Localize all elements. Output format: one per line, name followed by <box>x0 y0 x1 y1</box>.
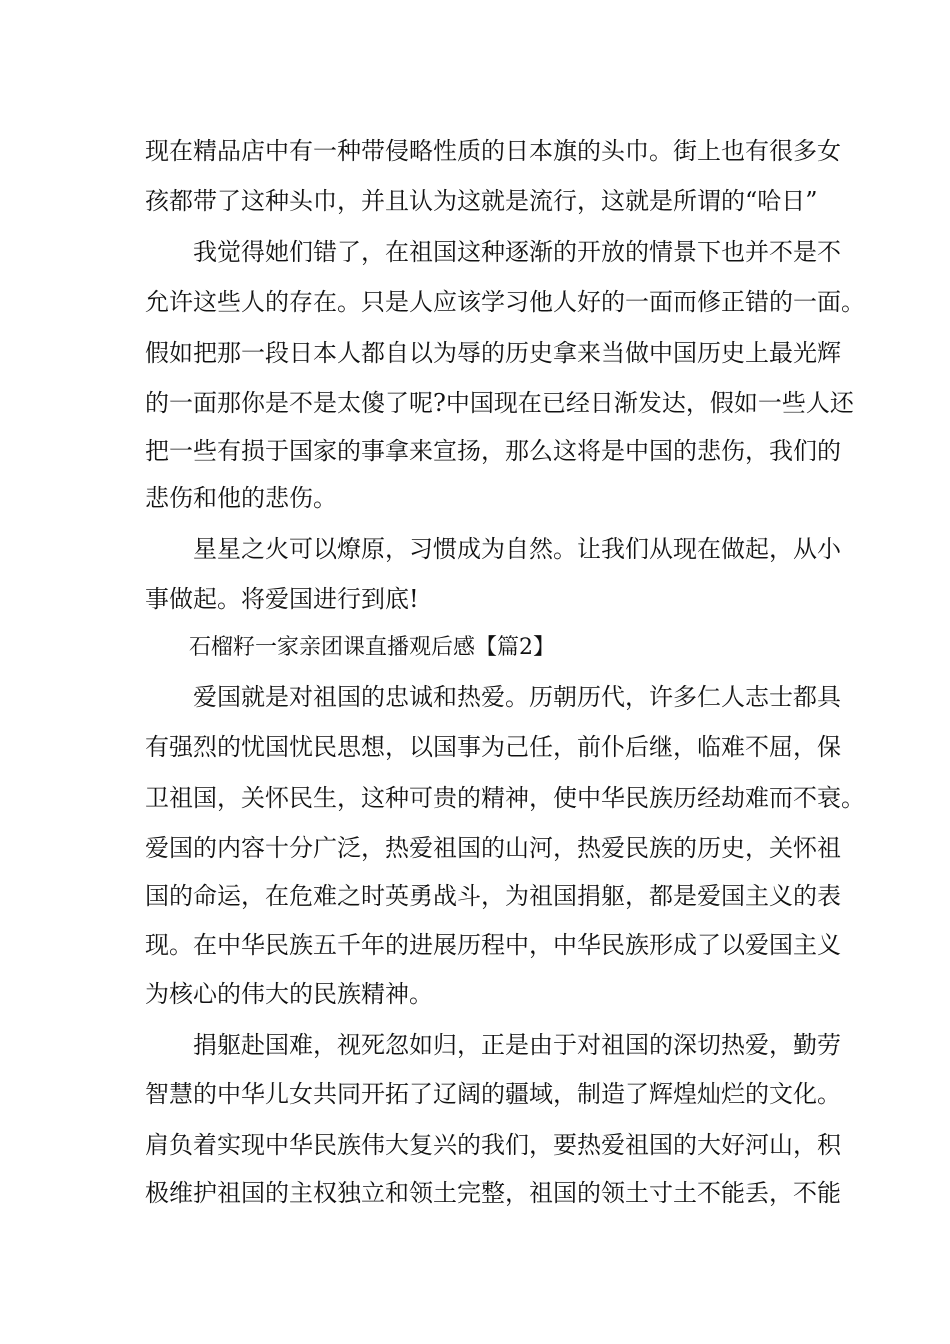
paragraph-line: 我觉得她们错了，在祖国这种逐渐的开放的情景下也并不是不 <box>193 238 841 266</box>
paragraph-line: 现在精品店中有一种带侵略性质的日本旗的头巾。街上也有很多女 <box>145 137 841 165</box>
paragraph-line: 爱国的内容十分广泛，热爱祖国的山河，热爱民族的历史，关怀祖 <box>145 834 841 862</box>
paragraph-line: 事做起。将爱国进行到底! <box>145 585 419 613</box>
paragraph-line: 假如把那一段日本人都自以为辱的历史拿来当做中国历史上最光辉 <box>145 339 841 367</box>
paragraph-line: 智慧的中华儿女共同开拓了辽阔的疆域，制造了辉煌灿烂的文化。 <box>145 1080 841 1108</box>
paragraph-line: 极维护祖国的主权独立和领土完整，祖国的领土寸土不能丢，不能 <box>145 1179 841 1207</box>
paragraph-line: 星星之火可以燎原，习惯成为自然。让我们从现在做起，从小 <box>193 535 841 563</box>
paragraph-line: 孩都带了这种头巾，并且认为这就是流行，这就是所谓的“哈日” <box>145 187 818 215</box>
paragraph-line: 肩负着实现中华民族伟大复兴的我们，要热爱祖国的大好河山，积 <box>145 1131 841 1159</box>
paragraph-line: 捐躯赴国难，视死忽如归，正是由于对祖国的深切热爱，勤劳 <box>193 1031 841 1059</box>
paragraph-line: 爱国就是对祖国的忠诚和热爱。历朝历代，许多仁人志士都具 <box>193 683 841 711</box>
paragraph-line: 把一些有损于国家的事拿来宣扬，那么这将是中国的悲伤，我们的 <box>145 437 841 465</box>
paragraph-line: 卫祖国，关怀民生，这种可贵的精神，使中华民族历经劫难而不衰。 <box>145 784 865 812</box>
paragraph-line: 有强烈的忧国忧民思想，以国事为己任，前仆后继，临难不屈，保 <box>145 733 841 761</box>
paragraph-line: 允许这些人的存在。只是人应该学习他人好的一面而修正错的一面。 <box>145 288 865 316</box>
paragraph-line: 国的命运，在危难之时英勇战斗，为祖国捐躯，都是爱国主义的表 <box>145 882 841 910</box>
paragraph-line: 为核心的伟大的民族精神。 <box>145 980 433 1008</box>
section-heading: 石榴籽一家亲团课直播观后感【篇2】 <box>189 635 555 660</box>
paragraph-line: 悲伤和他的悲伤。 <box>145 484 337 512</box>
paragraph-line: 现。在中华民族五千年的进展历程中，中华民族形成了以爱国主义 <box>145 931 841 959</box>
paragraph-line: 的一面那你是不是太傻了呢?中国现在已经日渐发达，假如一些人还 <box>145 389 854 417</box>
